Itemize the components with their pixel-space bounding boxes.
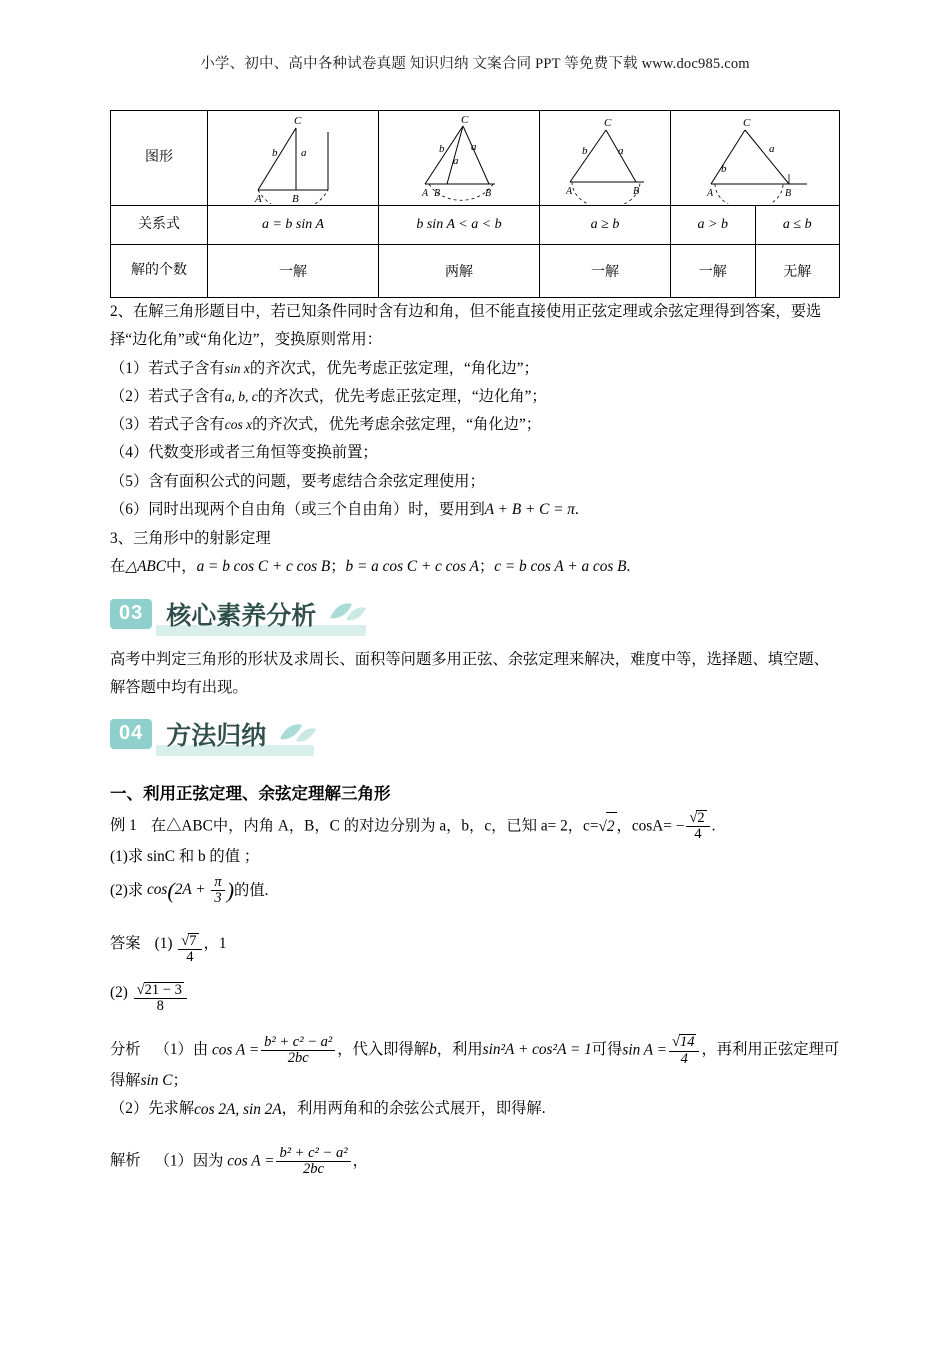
answer-line-1 bbox=[110, 930, 840, 965]
rule-3-prefix: （3）若式子含有 bbox=[110, 416, 225, 434]
rule-3-suffix: 的齐次式，优先考虑余弦定理，“角化边”； bbox=[252, 416, 542, 434]
svg-text:B: B bbox=[434, 188, 441, 199]
analysis-1b: ，代入即得解 bbox=[337, 1041, 430, 1059]
figure-cell-1 bbox=[208, 111, 379, 206]
svg-text:B: B bbox=[485, 188, 492, 199]
leaf-icon-2 bbox=[276, 719, 318, 750]
svg-text:b: b bbox=[581, 145, 587, 157]
example-stem-end: . bbox=[711, 817, 716, 835]
figure-4-svg bbox=[671, 112, 841, 204]
rule-6-prefix: （6）同时出现两个自由角（或三个自由角）时，要用到 bbox=[110, 501, 485, 519]
solution-formula-cosA: cos A = $\frac{\text{b² + c² − a²}}{2bc}$ bbox=[227, 1146, 352, 1178]
answer-2-num: √21 − 3 bbox=[136, 981, 182, 998]
analysis-line-2 bbox=[110, 1095, 840, 1124]
figure-cell-4-5-merged bbox=[671, 111, 840, 206]
analysis-1b-math: b bbox=[429, 1041, 437, 1059]
paragraph-projection-formulas bbox=[110, 553, 840, 582]
rule-1-math: sin x bbox=[224, 360, 250, 376]
section-heading-04 bbox=[110, 716, 840, 762]
analysis-2b: ，利用两角和的余弦公式展开，即得解. bbox=[281, 1100, 546, 1118]
section-heading-03 bbox=[110, 596, 840, 642]
solution-label: 解析 bbox=[110, 1152, 141, 1170]
example-stem-part1: 在△ABC中，内角 A，B，C 的对边分别为 a，b，c，已知 a= 2，c= bbox=[150, 817, 599, 835]
svg-text:C: C bbox=[294, 115, 302, 127]
count-cell-2: 两解 bbox=[379, 245, 540, 298]
example-question-1: (1)求 sinC 和 b 的值 ； bbox=[110, 847, 260, 865]
figure-cell-3 bbox=[540, 111, 671, 206]
example-q2-suffix: 的值. bbox=[234, 881, 269, 899]
analysis-label: 分析 bbox=[110, 1041, 141, 1059]
paragraph-rule-1 bbox=[110, 355, 840, 383]
solution-1a: （1）因为 bbox=[154, 1152, 224, 1170]
figure-2-svg bbox=[389, 112, 529, 204]
example-label: 例 1 bbox=[110, 817, 137, 835]
analysis-formula-cosA: cos A = $\frac{\text{b² + c² − a²}}{2bc}$ bbox=[212, 1035, 337, 1067]
row-label-relation: 关系式 bbox=[111, 206, 208, 245]
figure-1-svg bbox=[218, 112, 368, 204]
example-stem bbox=[110, 810, 840, 843]
rule-6-math: A + B + C = π bbox=[484, 501, 575, 519]
relation-cell-1: a = b sin A bbox=[208, 206, 379, 245]
analysis-1f: ； bbox=[172, 1071, 188, 1089]
analysis-1c-math: sin²A + cos²A = 1 bbox=[482, 1041, 592, 1059]
rule-2-suffix: 的齐次式，优先考虑正弦定理，“边化角”； bbox=[257, 387, 547, 405]
document-content bbox=[110, 110, 840, 1178]
figure-3-svg bbox=[548, 112, 663, 204]
rule-4-prefix: （4）代数变形或者三角恒等变换前置； bbox=[110, 444, 378, 462]
projection-formula-1: a = b cos C + c cos B bbox=[196, 558, 331, 576]
section-03-number: 03 bbox=[110, 599, 152, 629]
svg-text:B: B bbox=[632, 186, 639, 197]
row-label-count: 解的个数 bbox=[111, 245, 208, 298]
answer-label: 答案 bbox=[110, 934, 141, 952]
analysis-1d: 可得 bbox=[591, 1041, 623, 1059]
row-label-figure: 图形 bbox=[111, 111, 208, 206]
paragraph-rule-4 bbox=[110, 439, 840, 467]
section-03-title: 核心素养分析 bbox=[166, 601, 317, 630]
figure-cell-2 bbox=[379, 111, 540, 206]
svg-text:b: b bbox=[439, 143, 445, 155]
example-q2-prefix: (2)求 bbox=[110, 881, 144, 899]
example-stem-part2: ，cosA= − bbox=[616, 817, 685, 835]
rule-5-prefix: （5）含有面积公式的问题，要考虑结合余弦定理使用； bbox=[110, 472, 485, 490]
paragraph-rule-3 bbox=[110, 411, 840, 439]
rule-6-suffix: . bbox=[574, 501, 579, 519]
svg-text:b: b bbox=[272, 147, 278, 159]
example-cosA-num: √2 bbox=[689, 810, 705, 827]
example-cosA-fraction bbox=[686, 810, 709, 843]
paragraph-rule-2 bbox=[110, 383, 840, 411]
example-cosA-den: 4 bbox=[686, 826, 709, 842]
answer-2-fraction bbox=[134, 982, 187, 1015]
leaf-icon bbox=[326, 598, 368, 629]
rule-2-math: a, b, c bbox=[224, 388, 258, 404]
svg-text:C: C bbox=[743, 117, 751, 129]
answer-1-num: √7 bbox=[181, 932, 197, 949]
count-cell-4: 一解 bbox=[671, 245, 756, 298]
count-cell-1: 一解 bbox=[208, 245, 379, 298]
svg-text:b: b bbox=[721, 163, 727, 175]
projection-formula-2: b = a cos C + c cos A bbox=[345, 558, 479, 576]
section-03-paragraph: 高考中判定三角形的形状及求周长、面积等问题多用正弦、余弦定理来解决，难度中等，选择题、填空题、解答题中均有出现。 bbox=[110, 650, 829, 696]
svg-text:C: C bbox=[461, 114, 469, 126]
projection-end: . bbox=[626, 558, 631, 575]
projection-mid: 中， bbox=[165, 558, 197, 575]
count-cell-5: 无解 bbox=[755, 245, 840, 298]
analysis-1e-math: sin C bbox=[140, 1072, 173, 1090]
svg-text:C: C bbox=[603, 117, 611, 129]
svg-text:a: a bbox=[453, 155, 459, 167]
answer-1-den: 4 bbox=[178, 949, 201, 965]
paragraph-rule-5 bbox=[110, 468, 840, 496]
analysis-1d-math: sin A = $\frac{√14}{4}$ bbox=[622, 1034, 701, 1067]
projection-formula-3: c = b cos A + a cos B bbox=[494, 558, 627, 576]
relation-cell-3: a ≥ b bbox=[540, 206, 671, 245]
analysis-1c: ，利用 bbox=[436, 1041, 483, 1059]
answer-1-fraction bbox=[178, 933, 201, 966]
table-row-count bbox=[111, 245, 840, 298]
svg-text:a: a bbox=[471, 141, 477, 153]
answer-2-prefix: (2) bbox=[110, 984, 128, 1002]
rule-1-prefix: （1）若式子含有 bbox=[110, 359, 225, 377]
rule-3-math: cos x bbox=[224, 417, 253, 433]
rule-1-suffix: 的齐次式，优先考虑正弦定理，“角化边”； bbox=[249, 359, 539, 377]
analysis-1e: ，再利用正弦定理可得解 bbox=[110, 1041, 840, 1089]
rule-2-prefix: （2）若式子含有 bbox=[110, 387, 225, 405]
paragraph-rule-6 bbox=[110, 496, 840, 525]
answer-1-suffix: ，1 bbox=[203, 934, 227, 952]
paragraph-item-3-title: 3、三角形中的射影定理 bbox=[110, 529, 271, 547]
leaf-icon-2-svg bbox=[276, 719, 318, 745]
count-cell-3: 一解 bbox=[540, 245, 671, 298]
projection-sep-2: ； bbox=[478, 558, 495, 575]
section-04-number: 04 bbox=[110, 719, 152, 749]
svg-text:B: B bbox=[785, 188, 792, 199]
projection-lead: 在 bbox=[110, 558, 126, 575]
analysis-1a: （1）由 bbox=[154, 1041, 209, 1059]
table-row-figures bbox=[111, 111, 840, 206]
analysis-line-1 bbox=[110, 1034, 840, 1095]
example-sqrt2: √2 bbox=[598, 812, 616, 841]
svg-text:a: a bbox=[769, 143, 775, 155]
projection-triangle: △ABC bbox=[125, 558, 166, 576]
svg-text:A: A bbox=[707, 188, 714, 199]
relation-cell-4: a > b bbox=[671, 206, 756, 245]
subheading-one: 一、利用正弦定理、余弦定理解三角形 bbox=[110, 785, 391, 804]
solution-1b: ， bbox=[352, 1152, 368, 1170]
svg-text:a: a bbox=[301, 147, 307, 159]
svg-text:A: A bbox=[255, 193, 262, 204]
paragraph-item-2: 2、在解三角形题目中，若已知条件同时含有边和角，但不能直接使用正弦定理或余弦定理得到答案，要选择“边化角”或“角化边”，变换原则常用： bbox=[110, 303, 822, 349]
example-question-2 bbox=[110, 871, 840, 912]
relation-cell-5: a ≤ b bbox=[755, 206, 840, 245]
example-q2-math: cos(2A + $\frac{\pi}{3}$ ) bbox=[146, 873, 235, 906]
solution-formula-lead: cos A = bbox=[227, 1152, 275, 1170]
svg-text:A: A bbox=[565, 186, 572, 197]
site-watermark-header: 小学、初中、高中各种试卷真题 知识归纳 文案合同 PPT 等免费下载 www.doc985.com bbox=[200, 56, 750, 72]
answer-1-prefix: (1) bbox=[154, 934, 173, 952]
svg-text:A: A bbox=[422, 188, 429, 199]
analysis-2a: （2）先求解 bbox=[110, 1100, 195, 1118]
svg-text:B: B bbox=[292, 193, 299, 204]
projection-sep-1: ； bbox=[330, 558, 346, 575]
solution-line-1 bbox=[110, 1146, 840, 1178]
analysis-2a-math: cos 2A, sin 2A bbox=[194, 1100, 282, 1118]
section-04-title: 方法归纳 bbox=[166, 722, 267, 751]
svg-text:a: a bbox=[617, 145, 623, 157]
answer-2-den: 8 bbox=[134, 998, 187, 1014]
analysis-formula-lead: cos A = bbox=[211, 1041, 260, 1059]
leaf-icon-svg bbox=[326, 598, 368, 624]
table-row-relations bbox=[111, 206, 840, 245]
answer-line-2 bbox=[110, 979, 840, 1014]
triangle-solution-table bbox=[110, 110, 840, 298]
relation-cell-2: b sin A < a < b bbox=[379, 206, 540, 245]
